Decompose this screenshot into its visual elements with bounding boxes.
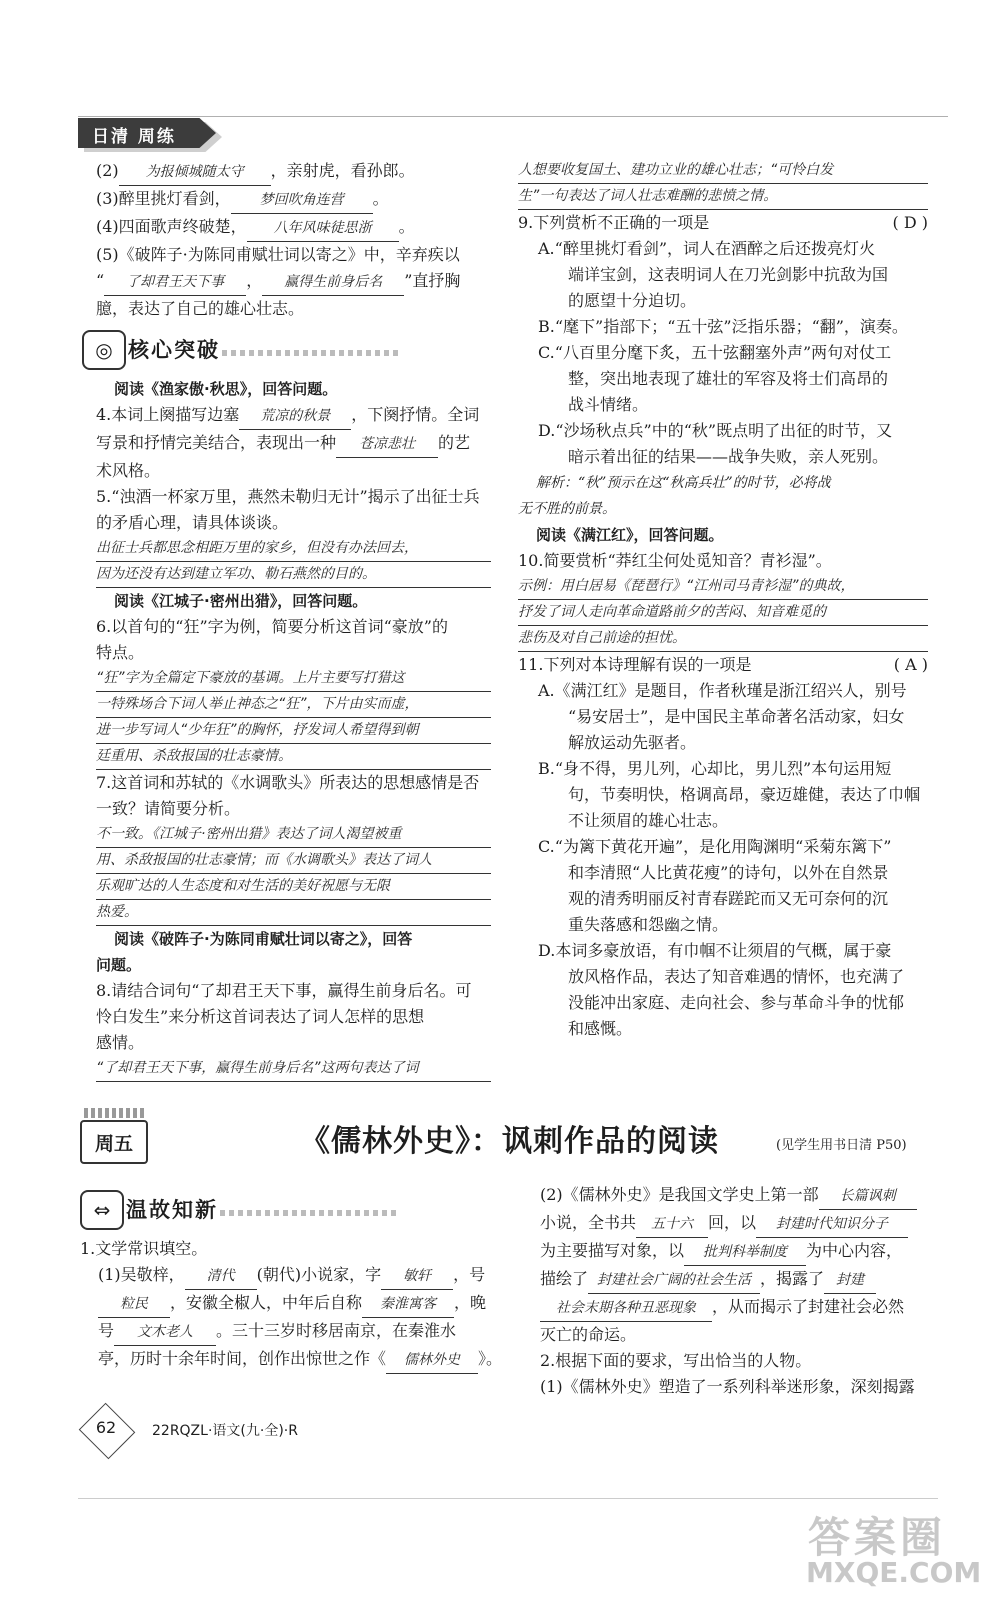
watermark-logo: 答案圈 [808, 1513, 947, 1562]
answer-blank: 秦淮寓客 [362, 1291, 454, 1318]
option: 的愿望十分迫切。 [568, 291, 697, 310]
reading-prompt: 阅读《满江红》，回答问题。 [536, 526, 724, 544]
day-badge [80, 1108, 150, 1162]
option: “易安居士”，是中国民主革命著名活动家，妇女 [568, 707, 905, 726]
answer-blank: 文木老人 [114, 1319, 216, 1346]
answer-line: “狂”字为全篇定下豪放的基调。上片主要写打猎这 [96, 666, 491, 692]
text: 小说，全书共 [540, 1213, 637, 1232]
text: 。 [398, 217, 415, 236]
target-icon: ◎ [82, 330, 126, 370]
option: 重失落感和怨幽之情。 [568, 915, 729, 934]
reading-prompt: 阅读《渔家傲·秋思》，回答问题。 [114, 380, 338, 398]
text: 写景和抒情完美结合，表现出一种 [96, 433, 337, 452]
answer-line: 人想要收复国土、建功立业的雄心壮志；“可怜白发 [518, 158, 928, 184]
text: 描绘了 [540, 1269, 589, 1288]
option: C.“八百里分麾下炙，五十弦翻塞外声”两句对仗工 [538, 343, 892, 362]
section-header-review [80, 1188, 495, 1232]
answer-blank: 封建时代知识分子 [756, 1211, 908, 1238]
text-line: 的矛盾心理，请具体谈谈。 [96, 513, 289, 532]
text-line: 怜白发生”来分析这首词表达了词人怎样的思想 [96, 1007, 425, 1026]
question: 10.简要赏析“莽红尘何处觅知音？青衫湿”。 [518, 551, 832, 570]
header-tag [78, 118, 228, 148]
dots [84, 1108, 144, 1118]
reading-prompt: 阅读《破阵子·为陈同甫赋壮词以寄之》，回答 [114, 930, 413, 948]
answer-line: 因为还没有达到建立军功、勒石燕然的目的。 [96, 562, 491, 588]
text-line: 特点。 [96, 643, 145, 662]
text: ，号 [453, 1265, 486, 1284]
option: D.“沙场秋点兵”中的“秋”既点明了出征的时节，又 [538, 421, 893, 440]
watermark-url: MXQE.COM [806, 1556, 982, 1589]
text: (2) [96, 161, 119, 180]
text: 为中心内容， [806, 1241, 903, 1260]
book-code: 22RQZL·语文(九·全)·R [152, 1423, 298, 1439]
answer-line: 进一步写词人“少年狂”的胸怀，抒发词人希望得到朝 [96, 718, 491, 744]
bottom-right-column [540, 1182, 935, 1400]
option: 不让须眉的雄心壮志。 [568, 811, 729, 830]
option: B.“麾下”指部下；“五十弦”泛指乐器；“翻”，演奏。 [538, 317, 908, 336]
header-tag-label: 日清 周练 [92, 127, 176, 147]
question: 11.下列对本诗理解有误的一项是 [518, 655, 752, 674]
reading-prompt: 阅读《江城子·密州出猎》，回答问题。 [114, 592, 368, 610]
option: 端详宝剑，这表明词人在刀光剑影中抗敌为国 [568, 265, 889, 284]
answer-blank: 长篇讽刺 [819, 1183, 917, 1210]
answer-blank: 封建社会广阔的社会生活 [588, 1267, 760, 1294]
option: 战斗情绪。 [568, 395, 649, 414]
section-bar [220, 1210, 400, 1216]
text-line: 感情。 [96, 1033, 145, 1052]
option: 和感慨。 [568, 1019, 633, 1038]
question: 5.“浊酒一杯家万里，燕然未勒归无计”揭示了出征士兵 [96, 487, 480, 506]
bottom-left-column [80, 1182, 503, 1374]
option: 放风格作品，表达了知音难遇的情怀，也充满了 [568, 967, 905, 986]
answer-blank: 儒林外史 [386, 1347, 478, 1374]
right-column [518, 158, 928, 1042]
answer-blank: 为报倾城随太守 [119, 159, 271, 186]
answer-line: 乐观旷达的人生态度和对生活的美好祝愿与无限 [96, 874, 491, 900]
text: ，揭露了 [760, 1269, 825, 1288]
answer-blank: 了却君王天下事 [104, 269, 246, 296]
text: “ [96, 271, 105, 290]
bottom-rule [78, 1498, 938, 1499]
option: B.“身不得，男儿列，心却比，男儿烈”本句运用短 [538, 759, 892, 778]
question: 9.下列赏析不正确的一项是 [518, 213, 710, 232]
answer-line: 生”一句表达了词人壮志难酬的悲愤之情。 [518, 184, 928, 210]
answer-blank: 赢得生前身后名 [262, 269, 404, 296]
option: 句，节奏明快，格调高昂，豪迈雄健，表达了巾帼 [568, 785, 921, 804]
text: ，安徽全椒人，中年后自称 [170, 1293, 363, 1312]
answer-blank: 敏轩 [381, 1263, 453, 1290]
text: ， [246, 271, 263, 290]
choice-answer: ( A ) [893, 655, 928, 674]
text: ，晚 [454, 1293, 487, 1312]
text: ，从而揭示了封建社会必然 [712, 1297, 905, 1316]
option: D.本词多豪放语，有巾帼不让须眉的气概，属于豪 [538, 941, 892, 960]
text: ，亲射虎，看孙郎。 [270, 161, 415, 180]
page-number: 62 [95, 1418, 117, 1437]
text: (1)吴敬梓， [98, 1265, 185, 1284]
section-bar [222, 350, 402, 356]
question: 7.这首词和苏轼的《水调歌头》所表达的思想感情是否 [96, 773, 480, 792]
option: 没能冲出家庭、走向社会、参与革命斗争的忧郁 [568, 993, 905, 1012]
text: 回，以 [708, 1213, 757, 1232]
text: ”直抒胸 [404, 271, 461, 290]
answer-blank: 荒凉的秋景 [239, 403, 351, 430]
reading-prompt: 问题。 [96, 956, 142, 974]
option: 整，突出地表现了雄壮的军容及将士们高昂的 [568, 369, 889, 388]
answer-line: 一特殊场合下词人举止神态之“狂”，下片由实而虚， [96, 692, 491, 718]
text-line: 一致？请简要分析。 [96, 799, 241, 818]
text: (2)《儒林外史》是我国文学史上第一部 [540, 1185, 819, 1204]
answer-line: 出征士兵都思念相距万里的家乡，但没有办法回去， [96, 536, 491, 562]
option: A.“醉里挑灯看剑”，词人在酒醉之后还拨亮灯火 [538, 239, 876, 258]
section-header-core [82, 328, 491, 372]
answer-blank: 苍凉悲壮 [336, 431, 438, 458]
text: (朝代)小说家，字 [256, 1265, 382, 1284]
left-column [96, 158, 491, 1082]
analysis: 解析：“秋”预示在这“秋高兵壮”的时节，必将战 [536, 475, 831, 491]
option: 暗示着出征的结果——战争失败，亲人死别。 [568, 447, 889, 466]
lesson-title: 《儒林外史》：讽刺作品的阅读 [300, 1124, 719, 1159]
option: 和李清照“人比黄花瘦”的诗句，以外在自然景 [568, 863, 889, 882]
answer-blank: 封建 [824, 1267, 876, 1294]
answer-line: 示例：用白居易《琵琶行》“江州司马青衫湿”的典故， [518, 574, 928, 600]
answer-line: 用、杀敌报国的壮志豪情；而《水调歌头》表达了词人 [96, 848, 491, 874]
option: A.《满江红》是题目，作者秋瑾是浙江绍兴人，别号 [538, 681, 907, 700]
question: 1.文学常识填空。 [80, 1239, 208, 1258]
top-rule [78, 116, 948, 117]
section-title: 温故知新 [126, 1198, 218, 1222]
text: ，下阕抒情。全词 [351, 405, 480, 424]
text: (3)醉里挑灯看剑， [96, 189, 231, 208]
text-line: 灭亡的命运。 [540, 1325, 637, 1344]
text: 号 [98, 1321, 115, 1340]
option: C.“为篱下黄花开遍”，是化用陶渊明“采菊东篱下” [538, 837, 892, 856]
day-label: 周五 [80, 1120, 148, 1164]
option: 观的清秀明丽反衬青春蹉跎而又无可奈何的沉 [568, 889, 889, 908]
answer-blank: 五十六 [636, 1211, 708, 1238]
question: 2.根据下面的要求，写出恰当的人物。 [540, 1351, 812, 1370]
arrows-icon: ⇔ [80, 1190, 124, 1230]
answer-blank: 批判科举制度 [684, 1239, 806, 1266]
answer-blank: 梦回吹角连营 [231, 187, 373, 214]
answer-line: 不一致。《江城子·密州出猎》表达了词人渴望被重 [96, 822, 491, 848]
text: 的艺 [438, 433, 471, 452]
answer-blank: 八年风味徒思浙 [247, 215, 399, 242]
option: 解放运动先驱者。 [568, 733, 697, 752]
choice-answer: ( D ) [892, 213, 928, 232]
text: 亭，历时十余年时间，创作出惊世之作《 [98, 1349, 387, 1368]
answer-blank: 粒民 [98, 1291, 170, 1318]
answer-line: “了却君王天下事，赢得生前身后名”这两句表达了词 [96, 1056, 491, 1082]
text: 。 [372, 189, 389, 208]
text-line: 臆，表达了自己的雄心壮志。 [96, 299, 305, 318]
text: 》。 [478, 1349, 503, 1368]
text-line: 术风格。 [96, 461, 161, 480]
answer-blank: 清代 [185, 1263, 257, 1290]
lesson-reference: (见学生用书日清 P50) [776, 1138, 907, 1153]
text: 4.本词上阕描写边塞 [96, 405, 240, 424]
text: (4)四面歌声终破楚， [96, 217, 247, 236]
question: 6.以首句的“狂”字为例，简要分析这首词“豪放”的 [96, 617, 448, 636]
question: 8.请结合词句“了却君王天下事，赢得生前身后名。可 [96, 981, 472, 1000]
answer-blank: 社会末期各种丑恶现象 [540, 1295, 712, 1322]
analysis: 无不胜的前景。 [518, 501, 616, 517]
text-line: (5)《破阵子·为陈同甫赋壮词以寄之》中，辛弃疾以 [96, 245, 460, 264]
answer-line: 廷重用、杀敌报国的壮志豪情。 [96, 744, 491, 770]
text-line: (1)《儒林外史》塑造了一系列科举迷形象，深刻揭露 [540, 1377, 915, 1396]
answer-line: 热爱。 [96, 900, 491, 926]
answer-line: 悲伤及对自己前途的担忧。 [518, 626, 928, 652]
section-title: 核心突破 [128, 338, 220, 362]
answer-line: 抒发了词人走向革命道路前夕的苦闷、知音难觅的 [518, 600, 928, 626]
text: 为主要描写对象，以 [540, 1241, 685, 1260]
text: 。三十三岁时移居南京，在秦淮水 [216, 1321, 457, 1340]
